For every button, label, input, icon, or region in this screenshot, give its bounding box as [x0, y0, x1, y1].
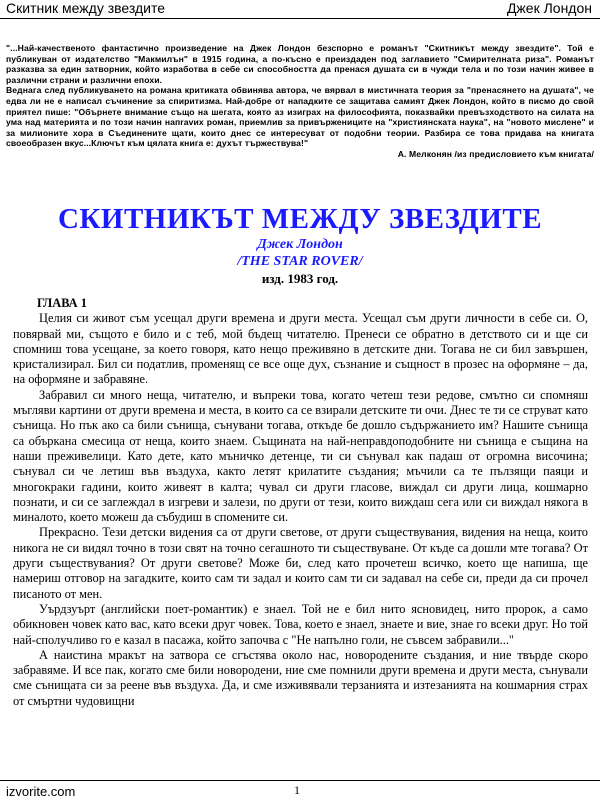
chapter-heading: ГЛАВА 1 [37, 296, 87, 310]
page-footer [0, 780, 600, 800]
original-title: /THE STAR ROVER/ [237, 254, 363, 269]
header-divider [0, 18, 600, 19]
book-title: СКИТНИКЪТ МЕЖДУ ЗВЕЗДИТЕ [57, 203, 543, 235]
header-book-title: Скитник между звездите [6, 0, 166, 16]
body-paragraph: Прекрасно. Тези детски видения са от други светове, от други съществувания, видения на неща, които никога не си видял точно в този свят на точно сегашното ти съществуване. От къде са дошли мте тогава? От други съществувания? От други светове? Може би, след като прочетеш всичко, което ще напиша, ще намериш отговор на загадките, които сам ти задал и които сам ти си задавал на себе си, преди да си прочел писаното от мен. [13, 525, 588, 601]
body-paragraph: Целия си живот съм усещал други времена и други места. Усещал съм други личности в себе си. О, повярвай ми, същото е било и с теб, мой бъдещ читателю. Пренеси се обратно в детството си и ще си спомниш това усещане, за което говоря, като нещо преживяно в детските дни. Тогава не си бил завършен, кристализирал. Бил си податлив, променящ се все още дух, съзнание и същност в прозес на оформяне – да, на оформяне и забравяне. [13, 311, 588, 387]
epigraph-paragraph-2: Веднага след публикуването на романа критиката обвинява автора, че вярвал в мистичната теория за "пренасянето на душата", че едва ли не е написал съчинение за спиритизма. Най-добре от нападките се защитава самият Джек Лондон, който в писмо до свой приятел пише: "Обърнете внимание също на шегата, която аз изиграх на философията, показвайки превъзходството на силата на ума над материята и по този начин напravих роман, приемлив за привържениците на "християнската наука", на "новото мислене" и за милионите хора в Съединените щати, които днес се интересуват от подобни теории. Разбира се това придава на книгата своеобразен вкус...Ключът към цялата книга е: духът тържествува!" [6, 85, 594, 149]
epigraph-paragraph-1: "...Най-качественото фантастично произведение на Джек Лондон безспорно е романът "Скитникът между звездите". Той е публикуван от издателство "Макмилън" в 1915 година, а по-късно е преиздаден под заглавието "Смирителната риза". Романът разказва за един затворник, който изработва в себе си способността да пренася душата си в чужди тела и по този начин живее в различни страни и различни епохи. [6, 43, 594, 85]
epigraph [6, 43, 594, 160]
body-paragraph: А наистина мракът на затвора се сгъстява около нас, новородените създания, и ние твърде скоро забравяме. И все пак, когато сме били новородени, ние сме помнили други времена и други места, сънували сме сънищата си за реене във въздуха. Да, и сме изживявали терзанията и изтезанията на кошмарния страх от смъртни чудовищни [13, 647, 588, 708]
page-header [0, 0, 600, 18]
title-block [0, 202, 600, 287]
body-paragraph: Забравил си много неща, читателю, и въпреки това, когато четеш тези редове, смътно си спомняш мъгляви картини от други времена и места, в които са се взирали детските ти очи. Днес те ти се струват като сънища. Но пък ако са били сънища, сънувани тогава, откъде бе дошло съдържанието им? Нашите сънища са объркана смесица от неща, които знаем. Същината на най-неправдоподобните ни сънища е същина на наши преживелици. Като дете, като мъничко детенце, ти си сънувал как падаш от огромна височина; сънувал си че летиш във въздуха, както летят крилатите създания; мъчили са те пълзящи паяци и многокраки гадини, които живеят в калта; чувал си други гласове, виждал си други лица, кошмарно познати, и си се заглеждал в изгреви и залези, по други от тези, които виждаш сега или си виждал някога в миналото, което можеш да събудиш в спомените си. [13, 387, 588, 525]
epigraph-signature: А. Мелконян /из предисловието към книгата/ [397, 148, 594, 159]
header-author: Джек Лондон [506, 0, 592, 16]
footer-site: izvorite.com [6, 784, 76, 799]
body-paragraph: Уърдзуърт (английски поет-романтик) е знаел. Той не е бил нито ясновидец, нито пророк, а само обикновен човек като вас, като всеки друг човек. Това, което е знаел, знаете и вие, знае го всеки друг. Но той най-сполучливо го е казал в пасажа, който започва с "Не напълно голи, не съвсем забравили..." [13, 601, 588, 647]
edition-info: изд. 1983 год. [261, 271, 339, 286]
page-number: 1 [294, 783, 300, 797]
book-author: Джек Лондон [257, 237, 343, 252]
chapter-body [13, 296, 588, 709]
